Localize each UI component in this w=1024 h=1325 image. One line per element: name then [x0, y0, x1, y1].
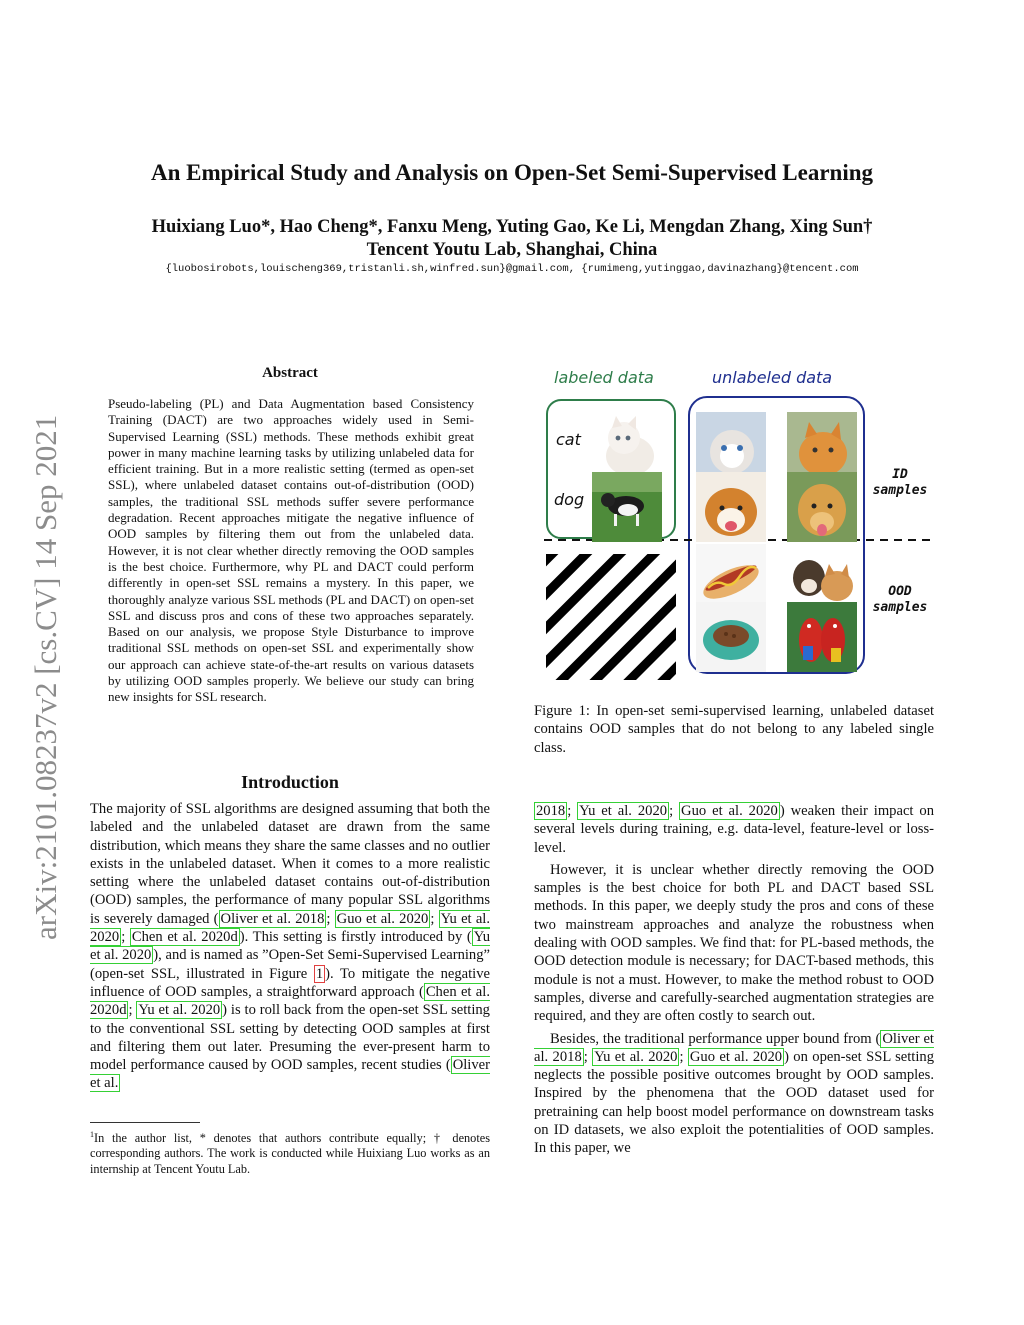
figure-1-caption: Figure 1: In open-set semi-supervised learning, unlabeled dataset contains OOD samples that do not belong to any labeled single class. — [534, 703, 934, 756]
citation-link[interactable]: Guo et al. 2020 — [689, 1048, 783, 1065]
ood-label-line: OOD — [888, 584, 912, 599]
abstract-text: Pseudo-labeling (PL) and Data Augmentation based Consistency Training (DACT) are two approaches widely used in Semi-Supervised Learning (SSL) methods. These methods exhibit great power in many machine learning tasks by utilizing unlabeled data for efficient training. But in a more realistic setting (termed as open-set SSL), where unlabeled dataset contains out-of-distribution (OOD) samples, the traditional SSL methods suffer severe performance degradation. Recent approaches mitigate the negative influence of OOD samples by filtering them out from the unlabeled data. However, it is not clear whether directly removing the OOD samples is the best choice. Furthermore, why PL and DACT could perform differently in open-set SSL remains a mystery. In this paper, we thoroughly analyze various SSL methods (PL and DACT) on open-set SSL and discuss pros and cons of these two approaches separately. Based on our analysis, we propose Style Disturbance to improve traditional SSL methods on open-set SSL and experimentally show our approach can achieve state-of-the-art results on various datasets by utilizing OOD samples properly. We believe our study can bring new insights for SSL research. — [108, 396, 474, 705]
footnote — [90, 1127, 490, 1177]
text-run: ). To mitigate the negative influence of OOD samples, a straightforward approach ( — [90, 965, 490, 1000]
citation-link[interactable]: Oliver et al. 2018 — [534, 1030, 934, 1065]
citation-link[interactable]: Yu et al. 2020 — [138, 1002, 221, 1019]
citation-link[interactable]: Chen et al. 2020d — [131, 929, 238, 946]
unlabeled-dog-photo-2 — [787, 472, 857, 542]
intro-right-column — [534, 802, 934, 1158]
labeled-data-label: labeled data — [554, 368, 654, 387]
citation-link[interactable]: Guo et al. 2020 — [336, 910, 429, 927]
author-block — [0, 216, 1024, 262]
citation-link[interactable]: 2018 — [536, 803, 566, 819]
figure-reference-link[interactable]: 1 — [315, 965, 324, 982]
introduction-heading: Introduction — [241, 772, 339, 792]
text-run: ; — [326, 910, 335, 927]
citation-link[interactable]: Guo et al. 2020 — [681, 803, 778, 819]
intro-left-column — [90, 800, 490, 1093]
paper-title: An Empirical Study and Analysis on Open-Set Semi-Supervised Learning — [150, 160, 874, 185]
arxiv-identifier-text: arXiv:2101.08237v2 [cs.CV] 14 Sep 2021 — [28, 414, 63, 940]
text-run: ; — [583, 1048, 593, 1065]
cat-label: cat — [556, 430, 581, 449]
id-label-line: samples — [872, 483, 928, 498]
text-run: ; — [669, 803, 680, 819]
ood-parrots-photo — [787, 602, 857, 672]
id-label-line: ID — [892, 467, 908, 482]
figure-1 — [534, 362, 944, 682]
ood-hatch-area — [546, 554, 676, 680]
footnote-text: In the author list, * denotes that authors contribute equally; † denotes corresponding authors. The work is conducted while Huixiang Luo works as an internship at Tencent Youtu Lab. — [90, 1131, 490, 1176]
intro-paragraph-2 — [534, 802, 934, 857]
dog-label: dog — [554, 490, 585, 509]
citation-link[interactable]: Yu et al. 2020 — [90, 929, 490, 964]
author-names: Huixiang Luo*, Hao Cheng*, Fanxu Meng, Yuting Gao, Ke Li, Mengdan Zhang, Xing Sun† — [151, 217, 873, 237]
citation-link[interactable]: Chen et al. 2020d — [90, 983, 490, 1019]
text-run: Besides, the traditional performance upper bound from ( — [550, 1030, 881, 1047]
text-run: ; — [567, 803, 578, 819]
arxiv-identifier — [22, 330, 66, 950]
citation-link[interactable]: Yu et al. 2020 — [90, 910, 491, 946]
citation-link[interactable]: Yu et al. 2020 — [579, 803, 668, 819]
author-emails: {luobosirobots,louischeng369,tristanli.sh,winfred.sun}@gmail.com, {rumimeng,yutinggao,davinazhang}@tencent.com — [165, 263, 859, 275]
intro-paragraph-1 — [90, 800, 490, 1093]
text-run: ; — [128, 1002, 137, 1019]
text-run: ). This setting is firstly introduced by ( — [239, 929, 472, 946]
intro-paragraph-4 — [534, 1030, 934, 1158]
text-run: ) is to roll back from the open-set SSL setting to the conventional SSL setting by detecting OOD samples at first and filtering them out later. Presuming the ever-present harm to model performance caused by OOD samples, recent studies ( — [90, 1002, 490, 1074]
abstract-heading: Abstract — [262, 365, 318, 381]
ood-pet-bowl-photo — [696, 602, 766, 672]
citation-link[interactable]: Oliver et al. 2018 — [220, 910, 325, 927]
unlabeled-dog-photo-1 — [696, 472, 766, 542]
footnote-mark: 1 — [90, 1130, 94, 1139]
text-run: ) weaken their impact on several levels during training, e.g. data-level, feature-level or loss-level. — [534, 803, 935, 856]
unlabeled-data-label: unlabeled data — [712, 368, 833, 387]
ood-samples-label — [866, 584, 934, 616]
affiliation: Tencent Youtu Lab, Shanghai, China — [366, 240, 658, 260]
citation-link[interactable]: Yu et al. 2020 — [594, 1048, 678, 1065]
text-run: ) on open-set SSL setting neglects the possible positive outcomes brought by OOD samples. Inspired by the phenomena that the OOD dataset used for pretraining can help boost model performance on downstream tasks on ID datasets, we also exploit the potentialities of OOD samples. In this paper, we — [534, 1048, 934, 1157]
footnote-divider — [90, 1122, 200, 1123]
dog-photo — [592, 472, 662, 542]
text-run: ; — [121, 929, 130, 946]
id-samples-label — [866, 467, 934, 499]
text-run: The majority of SSL algorithms are designed assuming that both the labeled and the unlabeled dataset are drawn from the same distribution, which means they share the same classes and no outlier exists in the unlabeled dataset. When it comes to a more realistic setting where the unlabeled dataset contains out-of-distribution (OOD) samples, the performance of many popular SSL algorithms is severely damaged ( — [90, 801, 490, 927]
intro-paragraph-3: However, it is unclear whether directly removing the OOD samples is the best choice for both PL and DACT based SSL methods. In this paper, we deeply study the pros and cons of these two mainstream approaches and analyze the robustness when dealing with OOD samples. We find that: for PL-based methods, the OOD detection module is necessary; for DACT-based methods, this module is not a must. However, to make the method robust to OOD samples, diverse and carefully-searched augmentation strategies are required, and they are often costly to search out. — [534, 861, 934, 1025]
text-run: ; — [430, 910, 439, 927]
text-run: ; — [679, 1048, 688, 1065]
ood-label-line: samples — [872, 600, 928, 615]
text-run: ), and is named as ”Open-Set Semi-Supervised Learning” (open-set SSL, illustrated in Figure — [90, 947, 490, 982]
citation-link[interactable]: Oliver et al. — [90, 1057, 490, 1092]
